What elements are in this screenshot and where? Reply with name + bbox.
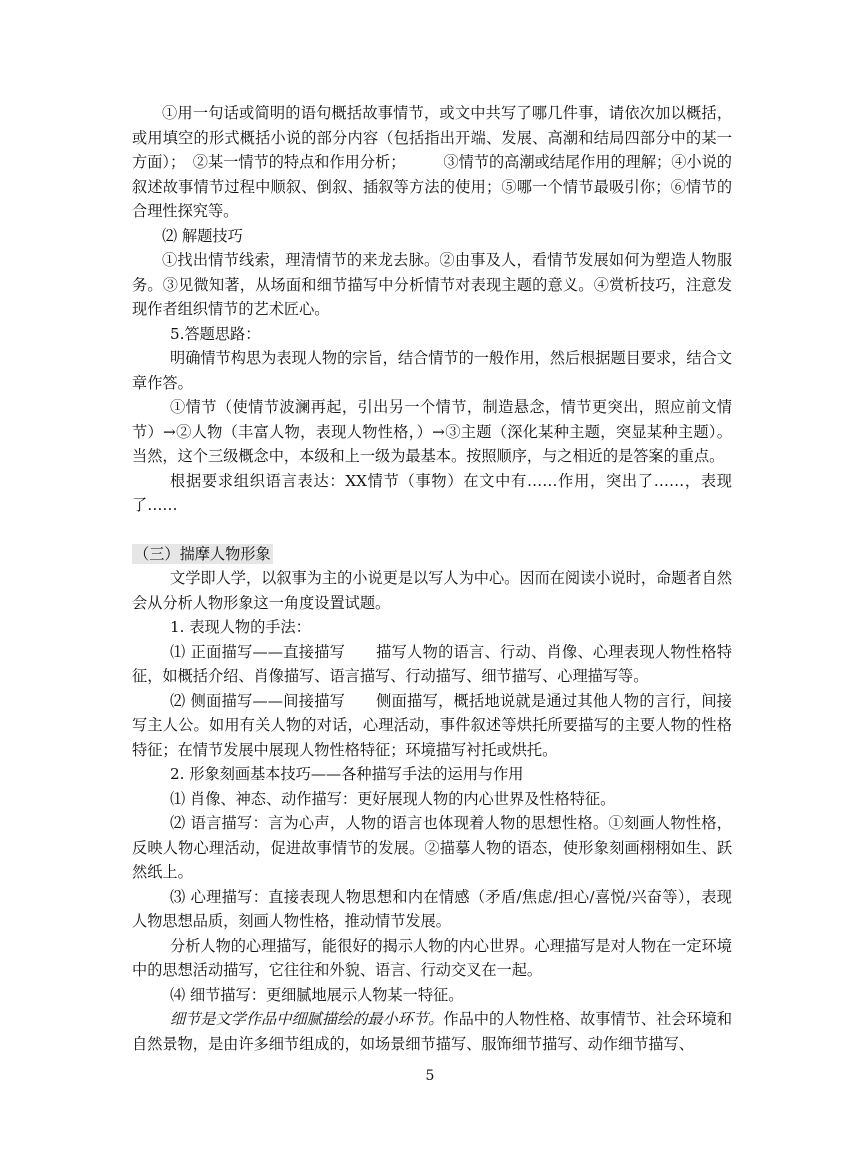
paragraph-three-levels: ①情节（使情节波澜再起，引出另一个情节，制造悬念，情节更突出，照应前文情节）→②人物（丰富人物，表现人物性格，）→③主题（深化某种主题，突显某种主题）。当然，这个三级概念中，本级和上一级为最基本。按照顺序，与之相近的是答案的重点。: [132, 398, 732, 465]
section-heading-text: （三）揣摩人物形象: [134, 544, 271, 563]
detail-definition-emphasis: 细节是文学作品中细腻描绘的最小环节。: [170, 1010, 444, 1028]
subheading-answer-approach: 5.答题思路：: [170, 324, 261, 343]
section-heading: [132, 542, 732, 567]
paragraph-answer-approach: 明确情节构思为表现人物的宗旨，结合情节的一般作用，然后根据题目要求，结合文章作答。: [132, 349, 732, 392]
detail-definition-rest: 作品中的人物性格、故事情节、社会环境和自然景物，是由许多细节组成的，如场景细节描写、服饰细节描写、动作细节描写、: [132, 1010, 733, 1053]
paragraph-intro-character: 文学即人学，以叙事为主的小说更是以写人为中心。因而在阅读小说时，命题者自然会从分析人物形象这一角度设置试题。: [132, 569, 732, 612]
paragraph-indirect-description: ⑵ 侧面描写——间接描写 侧面描写，概括地说就是通过其他人物的言行，间接写主人公。如用有关人物的对话，心理活动，事件叙述等烘托所要描写的主要人物的性格特征；在情节发展中展现人物性格特征；环境描写衬托或烘托。: [132, 691, 732, 759]
paragraph-language-description: ⑵ 语言描写：言为心声，人物的语言也体现着人物的思想性格。①刻画人物性格，反映人物心理活动，促进故事情节的发展。②描摹人物的语态，使形象刻画栩栩如生、跃然纸上。: [132, 814, 732, 881]
paragraph-portrait-description: ⑴ 肖像、神态、动作描写：更好展现人物的内心世界及性格特征。: [170, 789, 616, 808]
page-number: 5: [425, 1068, 435, 1084]
paragraph-detail-description: ⑷ 细节描写：更细腻地展示人物某一特征。: [170, 985, 464, 1004]
paragraph-direct-description: ⑴ 正面描写——直接描写 描写人物的语言、行动、肖像、心理表现人物性格特征，如概括介绍、肖像描写、语言描写、行动描写、细节描写、心理描写等。: [132, 642, 732, 685]
subheading-methods: 1. 表现人物的手法：: [170, 618, 311, 636]
paragraph-detail-definition: [132, 1007, 732, 1056]
paragraph-question-types: ①用一句话或简明的语句概括故事情节，或文中共写了哪几件事，请依次加以概括，或用填空的形式概括小说的部分内容（包括指出开端、发展、高潮和结局四部分中的某一方面）； ②某一情节的特点和作用分析； ③情节的高潮或结尾作用的理解；④小说的叙述故事情节过程中顺叙、倒叙、插叙等方法的使用；⑤哪一个情节最吸引你；⑥情节的合理性探究等。: [132, 104, 732, 220]
paragraph-solving-tips: ①找出情节线索，理清情节的来龙去脉。②由事及人，看情节发展如何为塑造人物服务。③见微知著，从场面和细节描写中分析情节对表现主题的意义。④赏析技巧，注意发现作者组织情节的艺术匠心。: [132, 251, 732, 318]
paragraph-psychological-description: ⑶ 心理描写：直接表现人物思想和内在情感（矛盾/焦虑/担心/喜悦/兴奋等），表现人物思想品质，刻画人物性格，推动情节发展。: [132, 887, 732, 930]
section-gap: [132, 518, 732, 542]
paragraph-psychological-analysis: 分析人物的心理描写，能很好的揭示人物的内心世界。心理描写是对人物在一定环境中的思想活动描写，它往往和外貌、语言、行动交叉在一起。: [132, 936, 732, 979]
subheading-solving-tips: ⑵ 解题技巧: [162, 226, 243, 245]
subheading-techniques: 2. 形象刻画基本技巧——各种描写手法的运用与作用: [170, 765, 524, 783]
paragraph-answer-template: 根据要求组织语言表达：XX情节（事物）在文中有……作用，突出了……，表现了……: [132, 471, 732, 514]
document-body: [132, 101, 732, 1056]
